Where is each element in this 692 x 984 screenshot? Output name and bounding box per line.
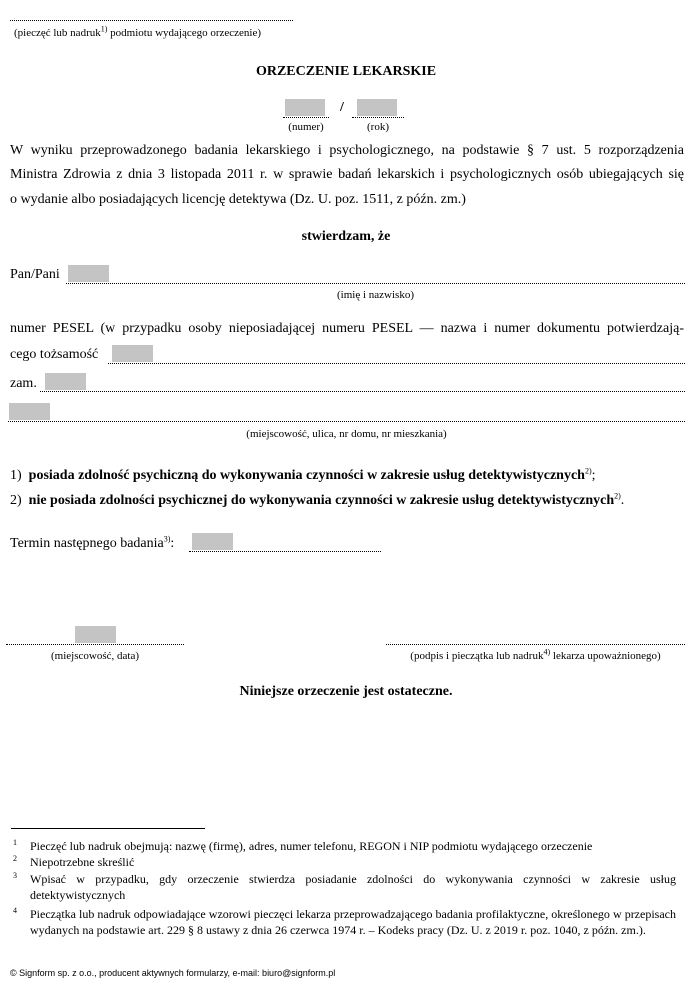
footnote-4-text: Pieczątka lub nadruk odpowiadające wzorowi pieczęci lekarza przeprowadzającego badania profilaktyczne, określonego w przepisach wydanych na podstawie art. 229 § 8 ustawy z dnia 26 czerwca 1974 r. – Kodeks pracy (Dz. U. z 2019 r. poz. 1040, z późn. zm.). [30, 907, 676, 937]
rok-caption: (rok) [367, 121, 389, 133]
option-2: 2) nie posiada zdolności psychicznej do wykonywania czynności w zakresie usług detektywistycznych$^{2)}$. [10, 491, 625, 508]
intro-line-1: W wyniku przeprowadzonego badania lekarskiego i psychologicznego, na podstawie § 7 ust. 5 rozporządzenia [10, 143, 684, 158]
footnote-separator [11, 828, 205, 829]
intro-line-3: o wydanie albo posiadających licencję detektywa (Dz. U. poz. 1511, z późn. zm.) [10, 192, 466, 207]
rok-field[interactable] [357, 99, 397, 116]
option-1: 1) posiada zdolność psychiczną do wykonywania czynności w zakresie usług detektywistycznych$^{2)}$; [10, 466, 596, 483]
termin-field[interactable] [192, 533, 233, 550]
address-field-2[interactable] [9, 403, 50, 420]
intro-line-2: Ministra Zdrowia z dnia 3 listopada 2011 r. w sprawie badań lekarskich i psychologicznych osób ubiegających się [10, 167, 684, 182]
footnote-1-text: Pieczęć lub nadruk obejmują: nazwę (firmę), adres, numer telefonu, REGON i NIP podmiotu wydającego orzeczenie [30, 839, 593, 853]
footnote-3-number: 3 [13, 871, 17, 880]
zam-label: zam. [10, 376, 37, 391]
name-field[interactable] [68, 265, 109, 282]
address-field-1[interactable] [45, 373, 86, 390]
numer-caption: (numer) [288, 121, 324, 133]
option-1-number: 1) [10, 468, 22, 483]
copyright: © Signform sp. z o.o., producent aktywnych formularzy, e-mail: biuro@signform.pl [10, 968, 336, 978]
termin-label: Termin następnego badania$^{3)}$: [10, 534, 175, 551]
option-1-footnote: 2) [584, 466, 592, 476]
address-caption: (miejscowość, ulica, nr domu, nr mieszkania) [246, 428, 447, 440]
footnote-4-number: 4 [13, 906, 17, 915]
pesel-line-1: numer PESEL (w przypadku osoby nieposiadającej numeru PESEL — nazwa i numer dokumentu potwierdzają- [10, 321, 684, 336]
termin-line [189, 551, 381, 552]
option-2-text: nie posiada zdolności psychicznej do wykonywania czynności w zakresie usług detektywistycznych [28, 493, 615, 508]
doctor-signature-caption: (podpis i pieczątka lub nadruk$^{4)}$ lekarza upoważnionego) [410, 647, 661, 662]
name-line [66, 283, 685, 284]
numer-field[interactable] [285, 99, 325, 116]
place-date-field[interactable] [75, 626, 116, 643]
pesel-line-2: cego tożsamość [10, 347, 99, 362]
name-caption: (imię i nazwisko) [337, 289, 414, 301]
pesel-line [108, 363, 685, 364]
option-2-footnote: 2) [614, 491, 621, 501]
number-slash: / [340, 100, 344, 115]
numer-line [283, 117, 329, 118]
person-label: Pan/Pani [10, 267, 60, 282]
document-title: ORZECZENIE LEKARSKIE [255, 64, 437, 79]
address-line-1 [40, 391, 685, 392]
footnote-1-number: 1 [13, 838, 17, 847]
place-date-caption: (miejscowość, data) [51, 650, 139, 662]
pesel-field[interactable] [112, 345, 153, 362]
option-1-text: posiada zdolność psychiczną do wykonywania czynności w zakresie usług detektywistycznych [28, 468, 585, 483]
place-date-line [6, 644, 184, 645]
stwierdzam-heading: stwierdzam, że [301, 229, 391, 244]
option-2-number: 2) [10, 493, 22, 508]
rok-line [352, 117, 404, 118]
stamp-line [10, 20, 293, 21]
final-statement: Niniejsze orzeczenie jest ostateczne. [239, 684, 453, 699]
address-line-2 [8, 421, 685, 422]
footnote-2-number: 2 [13, 854, 17, 863]
stamp-caption: (pieczęć lub nadruk$^{1)}$ podmiotu wydającego orzeczenie) [14, 24, 262, 39]
footnote-2-text: Niepotrzebne skreślić [30, 855, 135, 869]
doctor-signature-line [386, 644, 685, 645]
footnote-3-text: Wpisać w przypadku, gdy orzeczenie stwierdza posiadanie zdolności do wykonywania czynności w zakresie usług detektywistycznych [30, 872, 676, 902]
